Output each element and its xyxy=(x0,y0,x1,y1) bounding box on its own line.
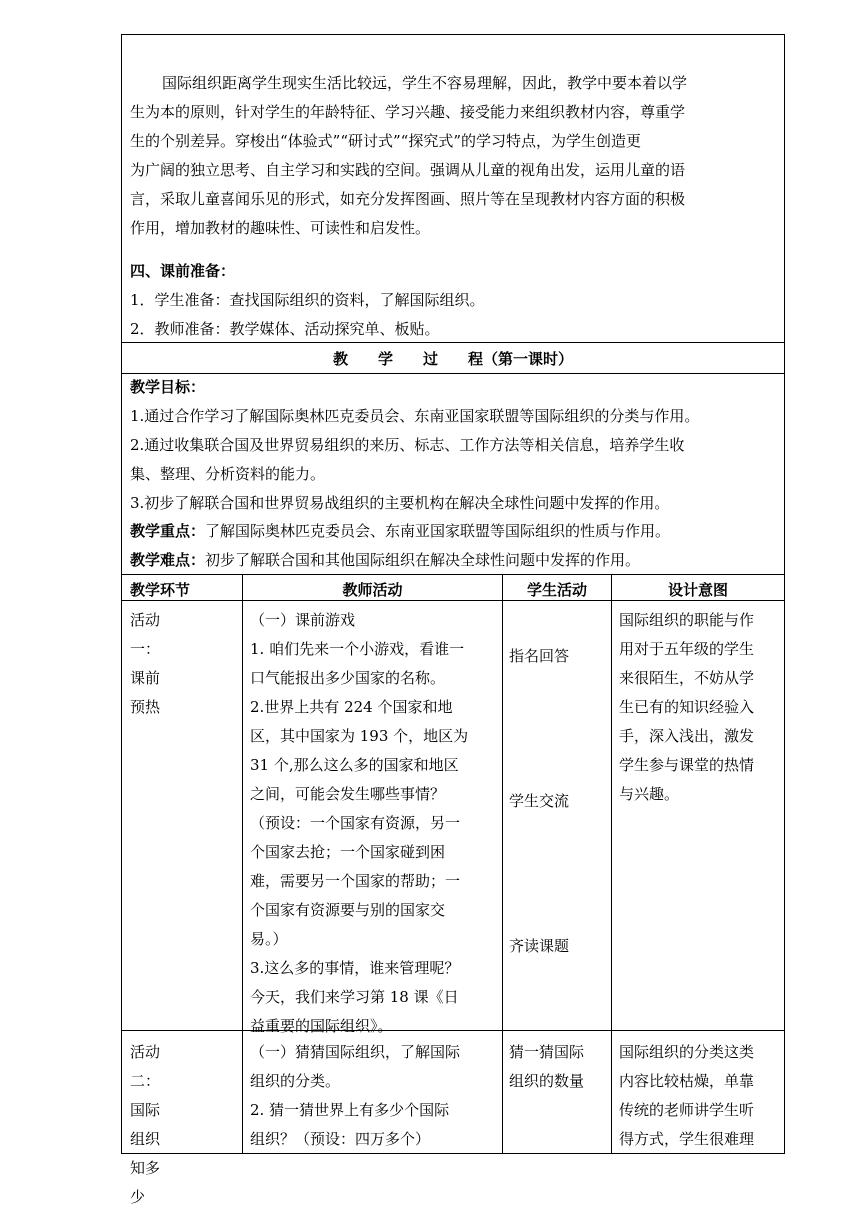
table-header-design: 设计意图 xyxy=(667,581,728,599)
teacher-line: 益重要的国际组织》。 xyxy=(250,1017,393,1035)
teacher-line: 个国家去抢；一个国家碰到困 xyxy=(250,843,446,861)
intro-line: 为广阔的独立思考、自主学习和实践的空间。强调从儿童的视角出发，运用儿童的语 xyxy=(130,161,686,179)
design-cell xyxy=(619,606,754,809)
teacher-line: 区，其中国家为 193 个，地区为 xyxy=(250,727,469,745)
intro-line: 生为本的原则，针对学生的年龄特征、学习兴趣、接受能力来组织教材内容，尊重学 xyxy=(130,103,686,121)
student-cell xyxy=(509,1038,584,1096)
teacher-line: 2. 猜一猜世界上有多少个国际 xyxy=(250,1101,450,1119)
stage-line: 预热 xyxy=(130,698,161,716)
teacher-line: 2.世界上共有 224 个国家和地 xyxy=(250,698,453,716)
design-cell xyxy=(619,1038,754,1154)
table-header-border xyxy=(122,600,784,601)
stage-line: 活动二：国际 xyxy=(130,1043,161,1119)
difficulty-text: 初步了解联合国和其他国际组织在解决全球性问题中发挥的作用。 xyxy=(205,551,641,569)
prep-item: 1．学生准备：查找国际组织的资料，了解国际组织。 xyxy=(130,291,485,309)
design-line: 传统的老师讲学生听 xyxy=(619,1101,755,1119)
intro-line: 国际组织距离学生现实生活比较远，学生不容易理解，因此，教学中要本着以学 xyxy=(162,74,688,92)
design-line: 内容比较枯燥，单靠 xyxy=(619,1072,755,1090)
table-header-stage: 教学环节 xyxy=(130,581,191,599)
goal-line: 1.通过合作学习了解国际奥林匹克委员会、东南亚国家联盟等国际组织的分类与作用。 xyxy=(130,407,700,425)
intro-line: 作用，增加教材的趣味性、可读性和启发性。 xyxy=(130,219,431,237)
design-line: 手，深入浅出，激发 xyxy=(619,727,755,745)
teacher-cell xyxy=(250,606,468,1041)
stage-cell xyxy=(130,606,160,722)
teacher-line: 1. 咱们先来一个小游戏，看谁一 xyxy=(250,640,465,658)
goals-heading: 教学目标： xyxy=(130,378,206,396)
teacher-line: 个国家有资源要与别的国家交 xyxy=(250,901,446,919)
intro-line: 生的个别差异。穿梭出“体验式”“研讨式”“探究式”的学习特点，为学生创造更 xyxy=(130,132,642,150)
divider xyxy=(122,342,784,343)
difficulty xyxy=(130,550,640,570)
design-line: 与兴趣。 xyxy=(619,785,680,803)
key-point-label: 教学重点： xyxy=(130,522,206,540)
table-top-border xyxy=(122,574,784,575)
student-activity: 学生交流 xyxy=(509,792,570,810)
lesson-plan-frame xyxy=(121,34,785,1206)
design-line: 来很陌生，不妨从学 xyxy=(619,669,755,687)
teacher-line: 易。） xyxy=(250,930,288,948)
teacher-cell xyxy=(250,1038,460,1154)
goal-line: 3.初步了解联合国和世界贸易战组织的主要机构在解决全球性问题中发挥的作用。 xyxy=(130,494,670,512)
teacher-line: 3.这么多的事情，谁来管理呢？ xyxy=(250,959,460,977)
key-point-text: 了解国际奥林匹克委员会、东南亚国家联盟等国际组织的性质与作用。 xyxy=(205,522,671,540)
teacher-line: 组织的分类。 xyxy=(250,1072,341,1090)
teacher-line: 今天，我们来学习第 18 课《日 xyxy=(250,988,459,1006)
teacher-line: （一）课前游戏 xyxy=(250,611,356,629)
design-line: 生已有的知识经验入 xyxy=(619,698,755,716)
table-column-border xyxy=(611,574,612,1154)
student-line: 组织的数量 xyxy=(509,1072,585,1090)
prep-item: 2．教师准备：教学媒体、活动探究单、板贴。 xyxy=(130,320,440,338)
design-line: 得方式，学生很难理 xyxy=(619,1130,755,1148)
key-point xyxy=(130,521,670,541)
intro-line: 言，采取儿童喜闻乐见的形式，如充分发挥图画、照片等在呈现教材内容方面的积极 xyxy=(130,190,686,208)
teacher-line: 难，需要另一个国家的帮助；一 xyxy=(250,872,461,890)
teacher-line: （预设：一个国家有资源，另一 xyxy=(250,814,461,832)
design-line: 国际组织的分类这类 xyxy=(619,1043,755,1061)
design-line: 学生参与课堂的热情 xyxy=(619,756,755,774)
difficulty-label: 教学难点： xyxy=(130,551,206,569)
design-line: 用对于五年级的学生 xyxy=(619,640,755,658)
goal-line: 2.通过收集联合国及世界贸易组织的来历、标志、工作方法等相关信息，培养学生收 xyxy=(130,436,685,454)
divider xyxy=(122,373,784,374)
process-title: 教 学 过 程（第一课时） xyxy=(332,350,573,368)
teacher-line: 之间，可能会发生哪些事情？ xyxy=(250,785,446,803)
teacher-line: 组织？（预设：四万多个） xyxy=(250,1130,431,1148)
student-line: 猜一猜国际 xyxy=(509,1043,585,1061)
student-activity: 齐读课题 xyxy=(509,937,570,955)
teacher-line: 31 个,那么这么多的国家和地区 xyxy=(250,756,459,774)
table-column-border xyxy=(242,574,243,1154)
prep-heading: 四、课前准备： xyxy=(130,262,236,280)
stage-cell xyxy=(130,1038,160,1212)
stage-line: 活动一：课前 xyxy=(130,611,161,687)
teacher-line: （一）猜猜国际组织，了解国际 xyxy=(250,1043,461,1061)
goal-line: 集、整理、分析资料的能力。 xyxy=(130,465,326,483)
student-activity: 指名回答 xyxy=(509,647,570,665)
design-line: 国际组织的职能与作 xyxy=(619,611,755,629)
stage-line: 组织知多少 xyxy=(130,1130,161,1206)
teacher-line: 口气能报出多少国家的名称。 xyxy=(250,669,446,687)
table-header-teacher: 教师活动 xyxy=(342,581,403,599)
table-header-student: 学生活动 xyxy=(526,581,587,599)
table-column-border xyxy=(502,574,503,1154)
